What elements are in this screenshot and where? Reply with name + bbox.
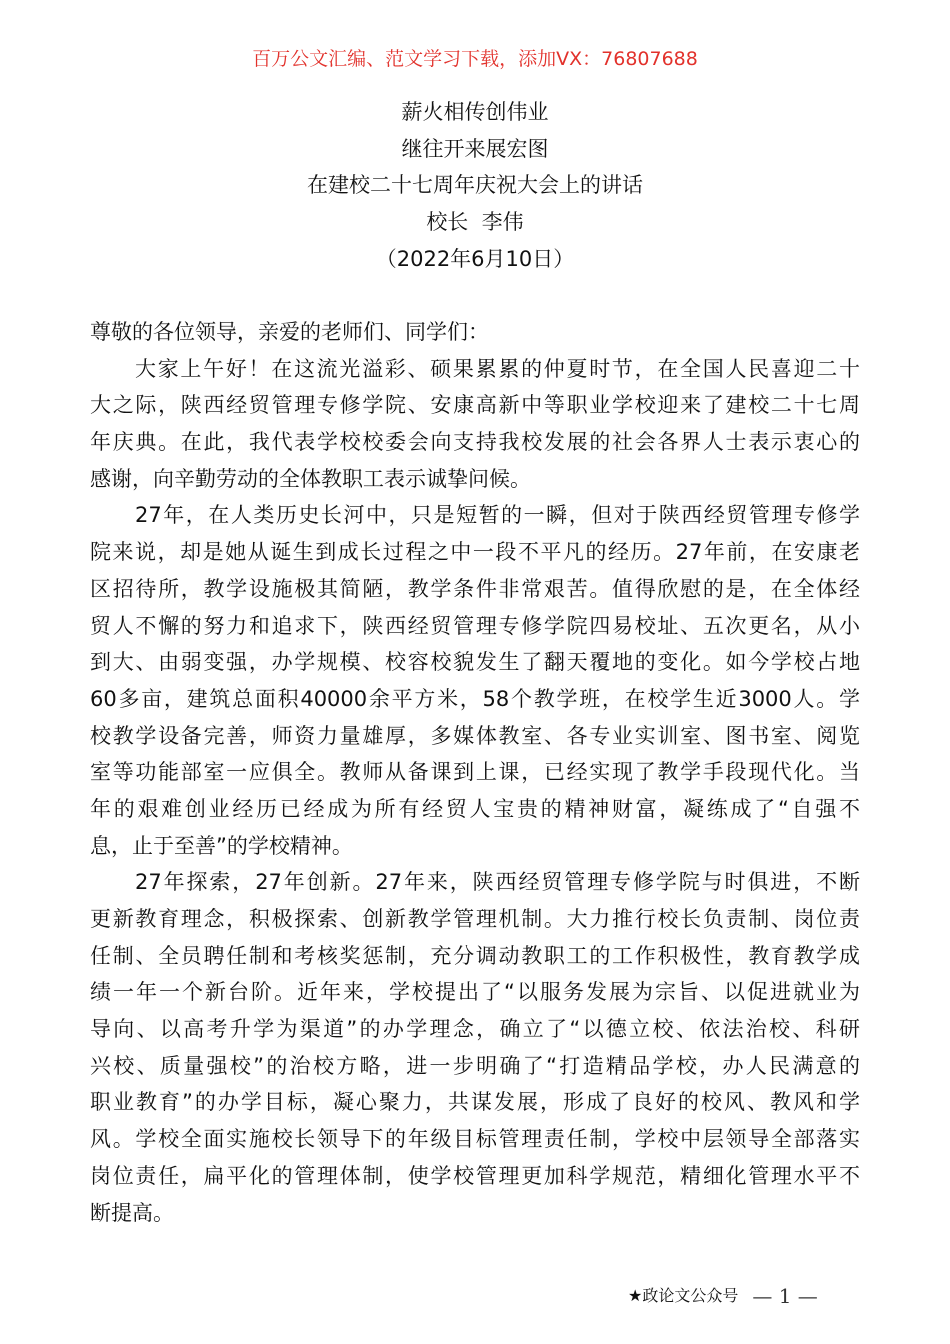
- paragraph-line: 27年探索，27年创新。27年来，陕西经贸管理专修学院与时俱进，不断: [135, 870, 860, 895]
- page-footer: [628, 1283, 818, 1309]
- paragraph-line: 感谢，向辛勤劳动的全体教职工表示诚挚问候。: [90, 466, 531, 491]
- speech-date: （2022年6月10日）: [375, 246, 575, 271]
- speech-title: 在建校二十七周年庆祝大会上的讲话: [307, 173, 643, 198]
- paragraph-line: 大家上午好！在这流光溢彩、硕果累累的仲夏时节，在全国人民喜迎二十: [135, 356, 860, 381]
- star-icon: ★: [628, 1286, 643, 1305]
- paragraph-line: 到大、由弱变强，办学规模、校容校貌发生了翻天覆地的变化。如今学校占地: [90, 650, 860, 675]
- paragraph-line: 风。学校全面实施校长领导下的年级目标管理责任制，学校中层领导全部落实: [90, 1127, 860, 1152]
- paragraph-line: 室等功能部室一应俱全。教师从备课到上课，已经实现了教学手段现代化。当: [90, 760, 860, 785]
- paragraph-line: 绩一年一个新台阶。近年来，学校提出了“以服务发展为宗旨、以促进就业为: [90, 980, 860, 1005]
- title-block: [0, 94, 950, 277]
- paragraph-line: 更新教育理念，积极探索、创新教学管理机制。大力推行校长负责制、岗位责: [90, 907, 860, 931]
- speaker: 校长 李伟: [426, 210, 524, 235]
- paragraph-line: 校教学设备完善，师资力量雄厚，多媒体教室、各专业实训室、图书室、阅览: [90, 723, 860, 748]
- title-line-1: 薪火相传创伟业: [401, 100, 549, 124]
- paragraph-line: 岗位责任，扁平化的管理体制，使学校管理更加科学规范，精细化管理水平不: [90, 1163, 860, 1188]
- paragraph-line: 年的艰难创业经历已经成为所有经贸人宝贵的精神财富，凝练成了“自强不: [90, 796, 860, 821]
- title-line-2: 继往开来展宏图: [401, 136, 549, 161]
- document-body: [90, 314, 860, 1231]
- paragraph-line: 院来说，却是她从诞生到成长过程之中一段不平凡的经历。27年前，在安康老: [90, 540, 860, 565]
- footer-source: 政论文公众号: [642, 1286, 739, 1305]
- salutation: 尊敬的各位领导，亲爱的老师们、同学们：: [90, 320, 489, 344]
- paragraph-line: 导向、以高考升学为渠道”的办学理念，确立了“以德立校、依法治校、科研: [90, 1017, 860, 1042]
- watermark-banner: 百万公文汇编、范文学习下载，添加VX：76807688: [252, 48, 698, 70]
- paragraph-line: 息，止于至善”的学校精神。: [90, 833, 353, 858]
- paragraph-line: 断提高。: [90, 1200, 174, 1225]
- paragraph-line: 职业教育”的办学目标，凝心聚力，共谋发展，形成了良好的校风、教风和学: [90, 1090, 860, 1115]
- paragraph-line: 大之际，陕西经贸管理专修学院、安康高新中等职业学校迎来了建校二十七周: [90, 393, 860, 418]
- paragraph-line: 60多亩，建筑总面积40000余平方米，58个教学班，在校学生近3000人。学: [90, 686, 860, 711]
- page-number: — 1 —: [752, 1284, 818, 1308]
- paragraph-line: 任制、全员聘任制和考核奖惩制，充分调动教职工的工作积极性，教育教学成: [90, 943, 860, 968]
- paragraph-line: 区招待所，教学设施极其简陋，教学条件非常艰苦。值得欣慰的是，在全体经: [90, 576, 860, 601]
- paragraph-line: 贸人不懈的努力和追求下，陕西经贸管理专修学院四易校址、五次更名，从小: [90, 613, 860, 638]
- paragraph-line: 兴校、质量强校”的治校方略，进一步明确了“打造精品学校，办人民满意的: [90, 1053, 860, 1078]
- paragraph-line: 27年，在人类历史长河中，只是短暂的一瞬，但对于陕西经贸管理专修学: [135, 503, 860, 528]
- paragraph-line: 年庆典。在此，我代表学校校委会向支持我校发展的社会各界人士表示衷心的: [90, 430, 860, 455]
